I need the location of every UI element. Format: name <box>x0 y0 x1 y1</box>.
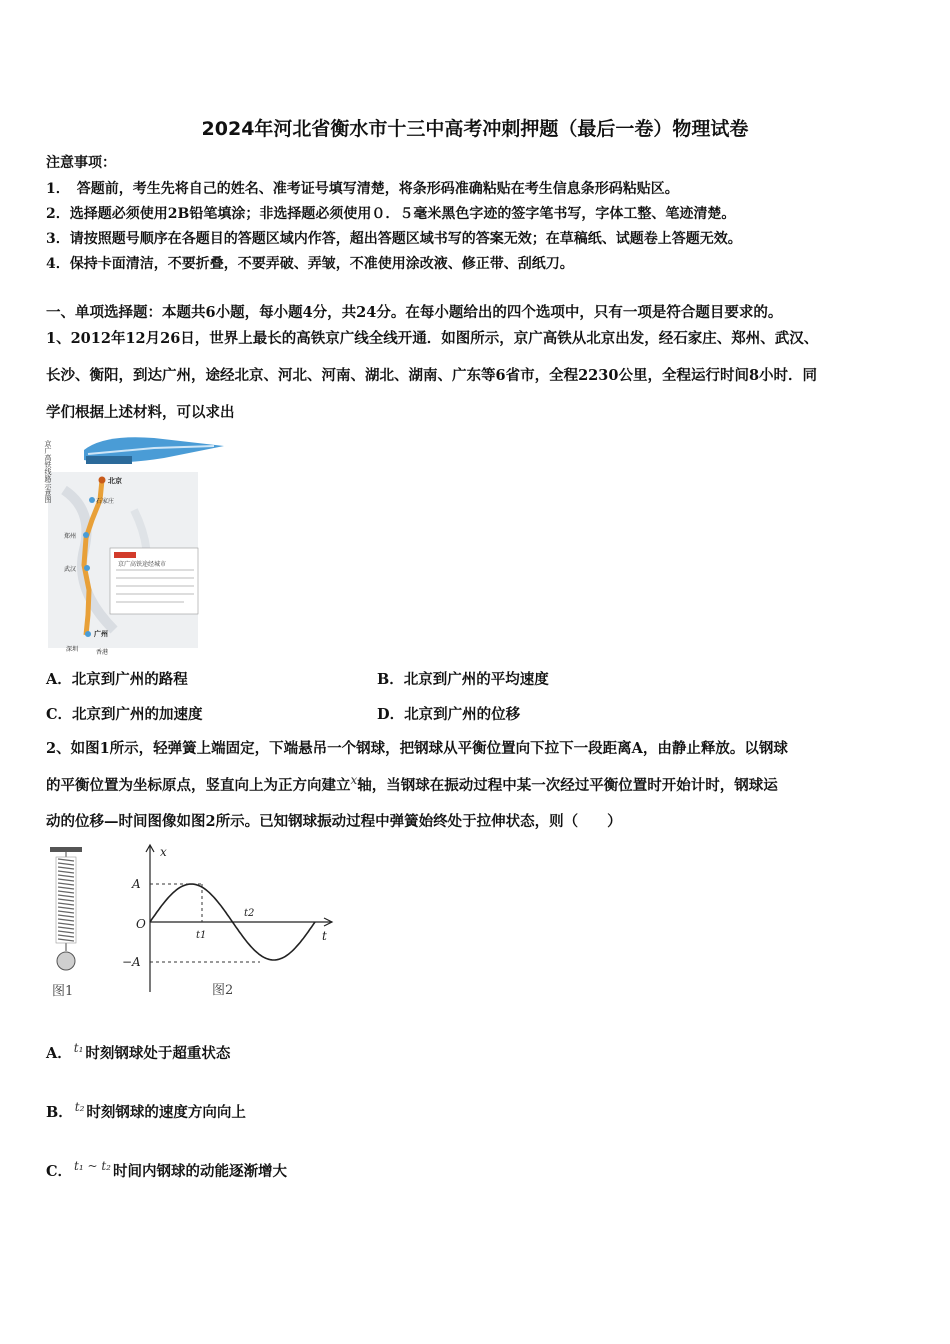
map-side-title: 京广高铁线路示意图 <box>44 440 52 503</box>
t2-label: t2 <box>244 908 255 919</box>
q2-option-c-prefix: C． <box>46 1162 73 1180</box>
q2-option-b-var: t₂ <box>74 1100 85 1114</box>
q2-option-c <box>46 1159 287 1181</box>
q2-line-1: 2、如图1所示，轻弹簧上端固定，下端悬吊一个钢球，把钢球从平衡位置向下拉下一段距离A，由静止释放。以钢球 <box>46 740 788 757</box>
page-title: 2024年河北省衡水市十三中高考冲刺押题（最后一卷）物理试卷 <box>201 118 749 140</box>
q2-option-a-text: 时刻钢球处于超重状态 <box>85 1044 231 1062</box>
notice-item-1: 1． 答题前，考生先将自己的姓名、准考证号填写清楚，将条形码准确粘贴在考生信息条形码粘贴区。 <box>46 181 679 197</box>
city-hongkong: 香港 <box>96 649 109 656</box>
fig2-label: 图2 <box>212 983 234 998</box>
spring-ball-figure <box>44 845 94 1005</box>
q2-option-a <box>46 1041 230 1063</box>
q2-line-3: 动的位移—时间图像如图2所示。已知钢球振动过程中弹簧始终处于拉伸状态，则（ ） <box>46 813 622 830</box>
q2-option-b <box>46 1100 246 1122</box>
city-zhengzhou: 郑州 <box>64 533 77 540</box>
map-legend-title: 京广高铁途经城市 <box>118 561 167 568</box>
notice-item-4: 4．保持卡面清洁，不要折叠，不要弄破、弄皱，不准使用涂改液、修正带、刮纸刀。 <box>46 256 574 272</box>
q1-line-1: 1、2012年12月26日，世界上最长的高铁京广线全线开通．如图所示，京广高铁从北京出发，经石家庄、郑州、武汉、 <box>46 330 819 347</box>
notice-item-2: 2．选择题必须使用2B铅笔填涂；非选择题必须使用０．５毫米黑色字迹的签字笔书写，字体工整、笔迹清楚。 <box>46 206 736 222</box>
q1-option-c: C．北京到广州的加速度 <box>46 706 203 723</box>
xt-graph-figure <box>110 842 340 1004</box>
city-beijing: 北京 <box>108 476 122 485</box>
railway-map-figure <box>44 430 234 658</box>
notice-item-3: 3．请按照题号顺序在各题目的答题区域内作答，超出答题区域书写的答案无效；在草稿纸、试题卷上答题无效。 <box>46 231 742 247</box>
city-guangzhou: 广州 <box>94 629 108 638</box>
city-shenzhen: 深圳 <box>66 646 79 653</box>
q1-option-d: D．北京到广州的位移 <box>377 706 521 723</box>
q1-option-b: B．北京到广州的平均速度 <box>377 671 549 688</box>
notice-heading: 注意事项： <box>46 155 116 171</box>
q2-line-2-a: 的平衡位置为坐标原点，竖直向上为正方向建立 <box>46 776 351 794</box>
origin-label: O <box>136 917 146 931</box>
t-axis-label: t <box>322 929 327 943</box>
city-shijiazhuang: 石家庄 <box>96 498 115 505</box>
fig1-label: 图1 <box>52 984 74 999</box>
section-heading: 一、单项选择题：本题共6小题，每小题4分，共24分。在每小题给出的四个选项中，只有一项是符合题目要求的。 <box>46 304 783 321</box>
x-axis-label: x <box>160 845 167 859</box>
q2-option-b-prefix: B． <box>46 1103 73 1121</box>
neg-amplitude-label: −A <box>122 955 141 969</box>
q1-line-2: 长沙、衡阳，到达广州，途经北京、河北、河南、湖北、湖南、广东等6省市，全程2230公里，全程运行时间8小时．同 <box>46 367 818 384</box>
amplitude-label: A <box>132 877 141 891</box>
q1-option-a: A．北京到广州的路程 <box>46 671 188 688</box>
q2-axis-var: x <box>350 773 358 787</box>
q2-option-a-var: t₁ <box>73 1041 84 1055</box>
q1-line-3: 学们根据上述材料，可以求出 <box>46 404 235 421</box>
q2-option-c-text: 时间内钢球的动能逐渐增大 <box>113 1162 287 1180</box>
q2-option-b-text: 时刻钢球的速度方向向上 <box>86 1103 246 1121</box>
q2-line-2-b: 轴，当钢球在振动过程中某一次经过平衡位置时开始计时，钢球运 <box>357 776 778 794</box>
q2-option-c-var: t₁ ~ t₂ <box>74 1159 111 1173</box>
q2-line-2 <box>46 773 778 795</box>
t1-label: t1 <box>196 930 207 941</box>
q2-option-a-prefix: A． <box>46 1044 72 1062</box>
city-wuhan: 武汉 <box>64 566 77 573</box>
